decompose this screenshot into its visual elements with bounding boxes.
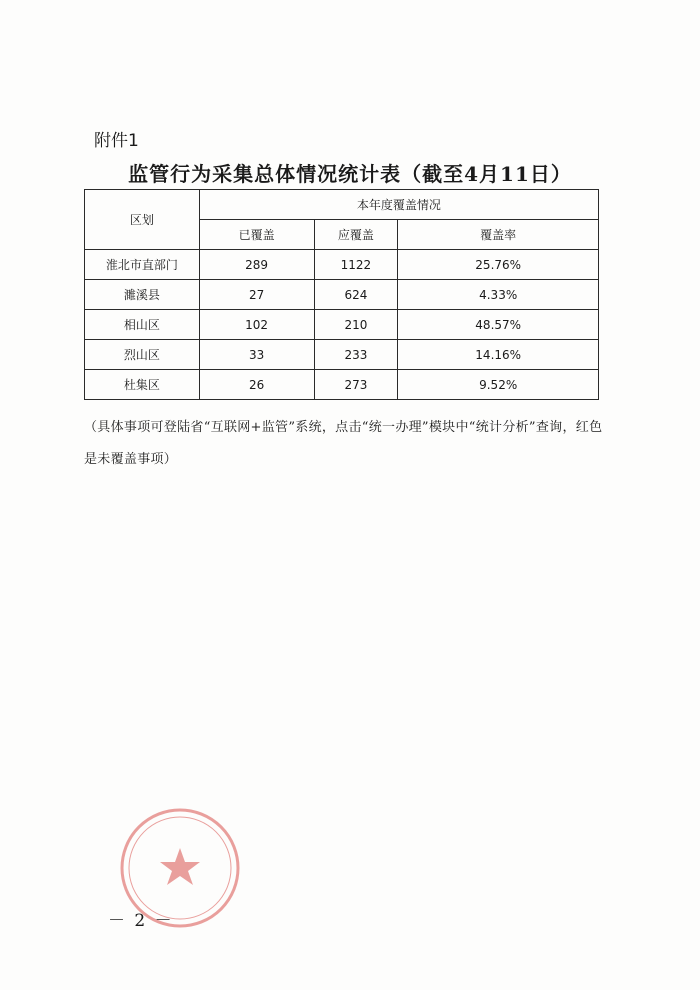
header-should-cover: 应覆盖 — [314, 220, 398, 250]
cell-district: 濉溪县 — [85, 280, 200, 310]
table-row — [85, 310, 599, 340]
cell-district: 烈山区 — [85, 340, 200, 370]
cell-covered: 289 — [199, 250, 314, 280]
header-district: 区划 — [85, 190, 200, 250]
cell-district: 相山区 — [85, 310, 200, 340]
cell-district: 杜集区 — [85, 370, 200, 400]
table-row — [85, 340, 599, 370]
cell-should-cover: 233 — [314, 340, 398, 370]
header-coverage-group: 本年度覆盖情况 — [199, 190, 598, 220]
cell-covered: 26 — [199, 370, 314, 400]
cell-rate: 9.52% — [398, 370, 599, 400]
header-covered: 已覆盖 — [199, 220, 314, 250]
cell-district: 淮北市直部门 — [85, 250, 200, 280]
table-row — [85, 250, 599, 280]
cell-rate: 14.16% — [398, 340, 599, 370]
statistics-table — [84, 189, 599, 400]
cell-covered: 102 — [199, 310, 314, 340]
cell-should-cover: 624 — [314, 280, 398, 310]
table-row — [85, 280, 599, 310]
header-coverage-rate: 覆盖率 — [398, 220, 599, 250]
cell-rate: 25.76% — [398, 250, 599, 280]
attachment-label: 附件1 — [94, 131, 139, 151]
cell-should-cover: 1122 — [314, 250, 398, 280]
cell-covered: 27 — [199, 280, 314, 310]
page-number: － 2 － — [108, 911, 174, 931]
cell-rate: 48.57% — [398, 310, 599, 340]
document-title: 监管行为采集总体情况统计表（截至4月11日） — [128, 162, 572, 186]
cell-rate: 4.33% — [398, 280, 599, 310]
footnote: （具体事项可登陆省“互联网+监管”系统，点击“统一办理”模块中“统计分析”查询，红色是未覆盖事项） — [84, 420, 603, 467]
table-row — [85, 370, 599, 400]
cell-covered: 33 — [199, 340, 314, 370]
cell-should-cover: 273 — [314, 370, 398, 400]
cell-should-cover: 210 — [314, 310, 398, 340]
